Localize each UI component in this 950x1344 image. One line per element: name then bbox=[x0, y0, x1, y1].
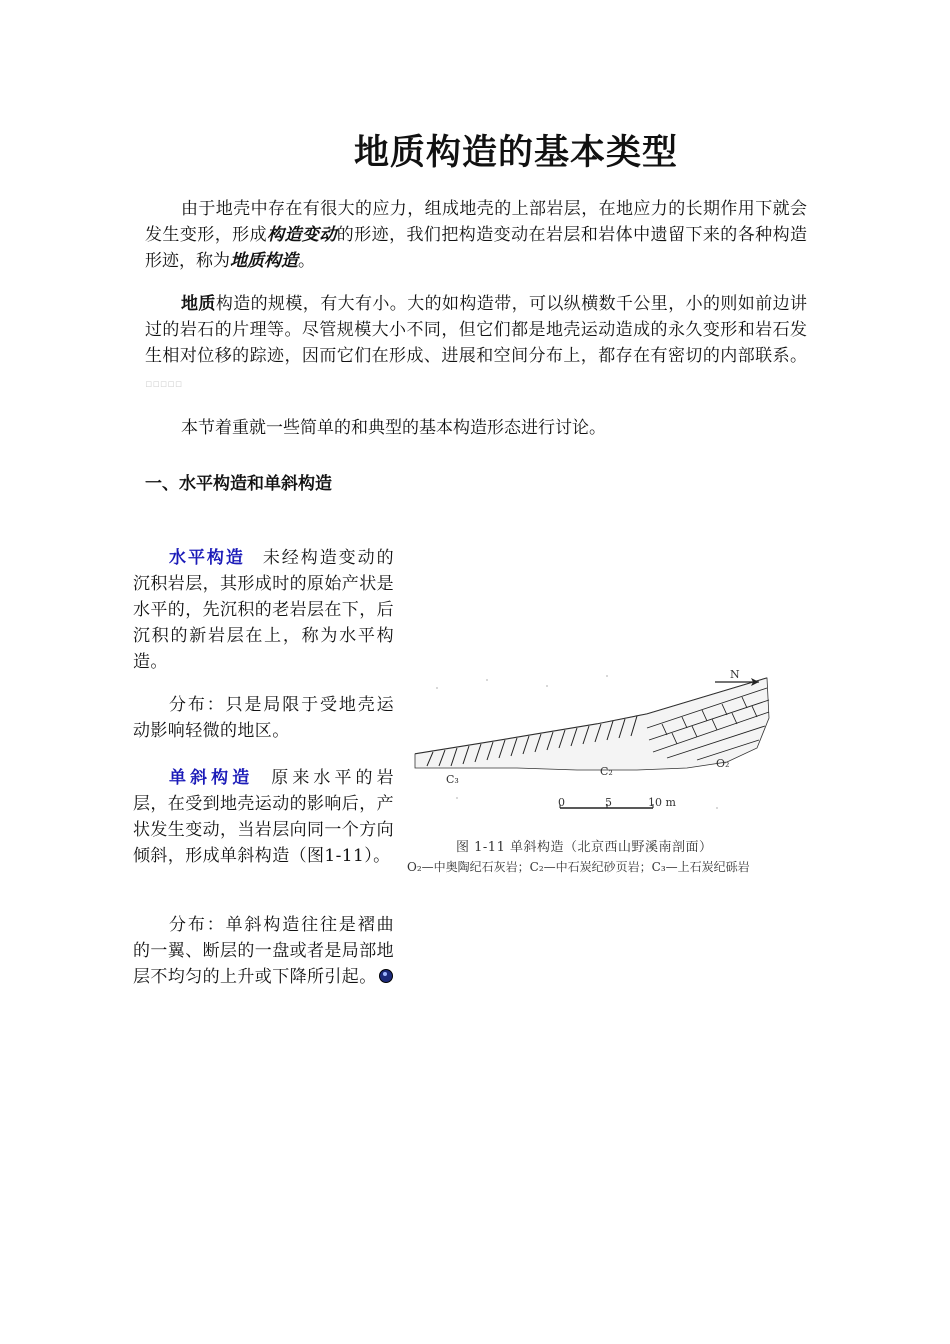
north-label: N bbox=[730, 668, 740, 681]
section-heading: 一、水平构造和单斜构造 bbox=[145, 474, 332, 494]
intro-text: 由于地壳中存在有很大的应力，组成地壳的上部岩层，在地应力的长期作用下就会发生变形，形成 bbox=[145, 199, 807, 245]
scale-5: 5 bbox=[605, 796, 612, 809]
scale-0: 0 bbox=[558, 796, 565, 809]
term-geologic-structure: 地质构造 bbox=[230, 251, 298, 271]
body-text: 分布：单斜构造往往是褶曲的一翼、断层的一盘或者是局部地层不均匀的上升或下降所引起。 bbox=[133, 915, 394, 987]
monocline-paragraph bbox=[133, 765, 394, 869]
term-monocline: 单斜构造 bbox=[169, 768, 254, 788]
horizontal-distribution-paragraph: 分布：只是局限于受地壳运动影响轻微的地区。 bbox=[133, 695, 394, 741]
intro-text: 的形迹，我们把构造变动在岩层和岩体中遗留下来的各种构造形迹，称为 bbox=[145, 225, 808, 271]
intro-text: 构造的规模，有大有小。大的如构造带，可以纵横数千公里，小的则如前边讲过的岩石的片理等。尽管规模大小不同，但它们都是地壳运动造成的永久变形和岩石发生相对位移的踪迹，因而它们在形成、进展和空间分布上，都存在有密切的内部联系。 bbox=[145, 294, 808, 366]
label-o2: O₂ bbox=[716, 757, 730, 770]
faint-marks: ▫▫▫▫▫ bbox=[145, 377, 183, 390]
monocline-distribution-paragraph bbox=[133, 912, 394, 990]
intro-text: 。 bbox=[298, 251, 315, 271]
figure-legend: O₂—中奥陶纪石灰岩；C₂—中石炭纪砂页岩；C₃—上石炭纪砾岩 bbox=[407, 860, 750, 874]
body-text: 未经构造变动的沉积岩层，其形成时的原始产状是水平的，先沉积的老岩层在下，后沉积的新岩层在上，称为水平构造。 bbox=[133, 548, 394, 672]
horizontal-structure-paragraph bbox=[133, 545, 394, 675]
label-c2: C₂ bbox=[600, 765, 613, 778]
intro-paragraph-3: 本节着重就一些简单的和典型的基本构造形态进行讨论。 bbox=[181, 418, 606, 438]
scale-10: 10 m bbox=[648, 796, 676, 809]
term-horizontal-structure: 水平构造 bbox=[169, 548, 245, 568]
figure-caption: 图 1-11 单斜构造（北京西山野溪南剖面） bbox=[456, 840, 713, 855]
term-tectonic-movement: 构造变动 bbox=[267, 225, 337, 245]
paragraph-lead: 地质 bbox=[181, 294, 216, 314]
globe-icon bbox=[379, 969, 393, 983]
intro-paragraph-1 bbox=[145, 196, 807, 274]
body-text: 原来水平的岩层，在受到地壳运动的影响后，产状发生变动，当岩层向同一个方向倾斜，形成单斜构造（图1-11）。 bbox=[133, 768, 394, 866]
page-title: 地质构造的基本类型 bbox=[353, 132, 678, 173]
intro-paragraph-2 bbox=[145, 291, 807, 397]
label-c3: C₃ bbox=[446, 773, 459, 786]
